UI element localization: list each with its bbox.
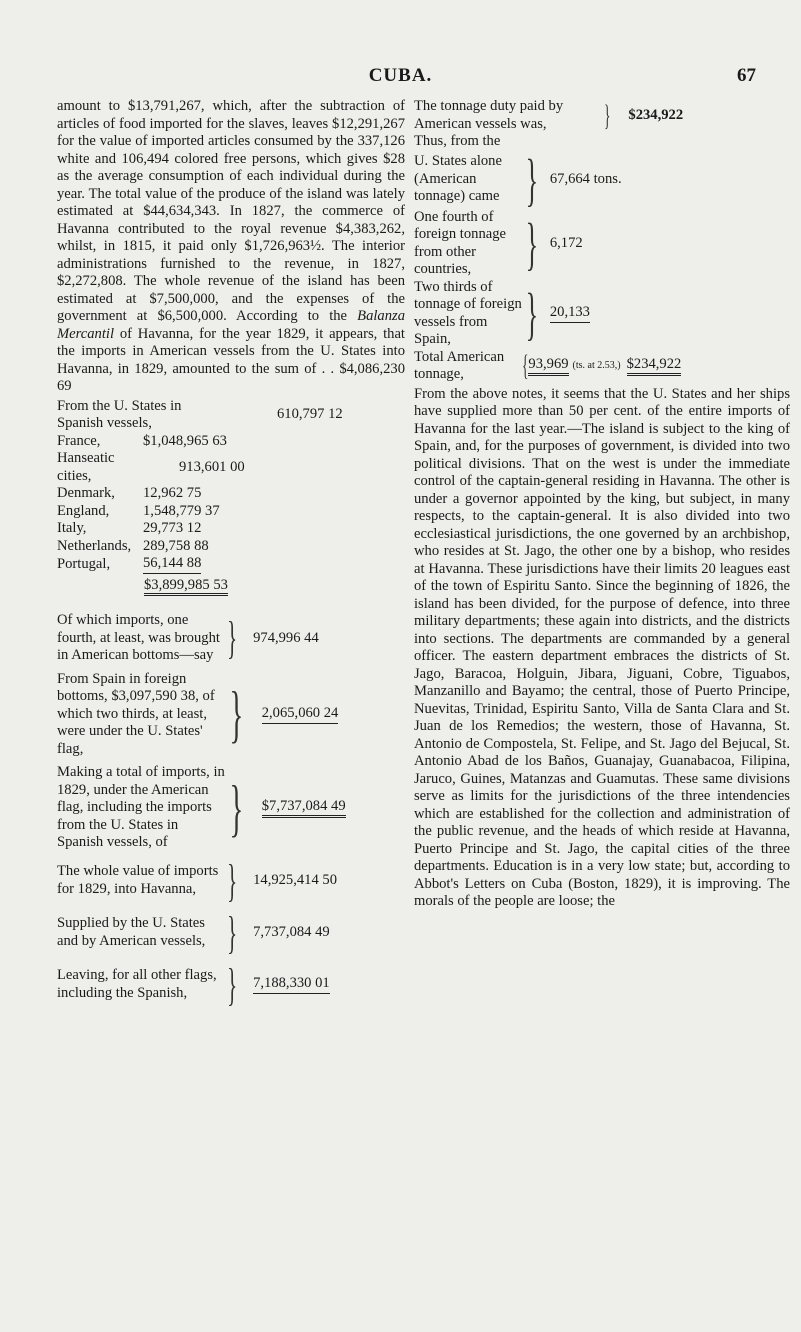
tonnage-value: 6,172 bbox=[549, 234, 583, 251]
summary-label: Of which imports, one fourth, at least, was brought in American bottoms—say bbox=[57, 612, 220, 663]
brace-icon: } bbox=[227, 854, 238, 906]
import-row bbox=[57, 485, 405, 503]
import-value: 12,962 75 bbox=[143, 485, 202, 501]
import-label: Portugal, bbox=[57, 555, 111, 572]
duty-row bbox=[414, 98, 790, 133]
page-number: 67 bbox=[737, 65, 756, 86]
tonnage-label: One fourth of foreign tonnage from other countries, bbox=[414, 208, 506, 277]
intro-text: amount to $13,791,267, which, after the subtraction of articles of food imported for the slaves, leaves $12,291,267 for the value of imported articles consumed by the 337,126 white and 106,494 colored free persons, which gives $28 as the average consumption of each individual during the year. The total value of the produce of the island was lately estimated at $44,634,343. In 1827, the commerce of Havanna contributed to the royal revenue $4,383,262, whilst, in 1815, it paid only $1,726,963½. The interior administrations furnished to the revenue, in 1827, $2,272,808. The whole revenue of the island has been estimated at $7,500,000, and the expenses of the government at $6,500,000. According to the bbox=[57, 98, 405, 324]
summary-value: 974,996 44 bbox=[253, 629, 319, 646]
summary-row bbox=[57, 671, 405, 759]
tonnage-value: 20,133 bbox=[550, 304, 590, 323]
summary-table bbox=[57, 612, 405, 1008]
summary-value: 2,065,060 24 bbox=[262, 705, 339, 724]
imports-total-value: $3,899,985 53 bbox=[144, 577, 228, 596]
brace-icon: { bbox=[521, 349, 529, 382]
tonnage-total-rate: (ts. at 2.53,) bbox=[572, 360, 621, 372]
summary-value: 14,925,414 50 bbox=[253, 871, 338, 888]
import-value: $1,048,965 63 bbox=[143, 432, 227, 449]
import-row bbox=[57, 398, 405, 433]
brace-icon: } bbox=[227, 906, 238, 958]
tonnage-label: Two thirds of tonnage of foreign vessels from Spain, bbox=[414, 278, 522, 347]
import-value: 610,797 12 bbox=[277, 406, 343, 423]
summary-label: The whole value of imports for 1829, into Havanna, bbox=[57, 863, 219, 897]
tonnage-total-value: 93,969 bbox=[528, 356, 568, 377]
import-value: 56,144 88 bbox=[143, 555, 201, 574]
import-label: Italy, bbox=[57, 520, 87, 536]
import-row bbox=[57, 450, 405, 485]
tonnage-total-duty: $234,922 bbox=[627, 356, 682, 377]
import-row bbox=[57, 555, 405, 574]
import-label: Netherlands, bbox=[57, 537, 132, 554]
import-value: 1,548,779 37 bbox=[143, 502, 220, 519]
tonnage-value: 67,664 tons. bbox=[549, 170, 622, 187]
import-value: 913,601 00 bbox=[179, 458, 245, 475]
imports-table bbox=[57, 398, 405, 574]
tonnage-total-label: Total American tonnage, bbox=[414, 348, 505, 382]
tonnage-row bbox=[414, 209, 790, 279]
tonnage-total-row bbox=[414, 349, 790, 384]
summary-row bbox=[57, 958, 405, 1010]
summary-value: $7,737,084 49 bbox=[262, 798, 346, 819]
brace-icon: } bbox=[229, 771, 244, 843]
body-paragraph: From the above notes, it seems that the U. States and her ships have supplied more than 50 per cent. of the entire imports of Havanna for the last year.—The island is subject to the king of Spain, and, for the purposes of government, is divided into two political divisions. That on the west is under the immediate control of the captain-general residing in Havanna. The other is under a governor appointed by the king, but subject, in many respects, to the captain-general. It is also divided into two ecclesiastical jurisdictions, the one governed by an archbishop, who resides at St. Jago, the other one by a bishop, who resides at Havanna. These jurisdictions have their limits 20 leagues east of the town of Espiritu Santo. Since the beginning of 1826, the island has been divided, for the purpose of defence, into three military departments; these again into districts, and the districts into sections. The departments are commanded by a general officer. The eastern department embraces the districts of St. Jago, Baracoa, Holguin, Jibara, Jiguani, Cobre, Tiguabos, Manzanillo and Bayamo; the central, those of Puerto Principe, Nuevitas, Trinidad, Espiritu Santo, Villa de Santa Clara and St. Juan de los Remedios; the western, those of Havanna, St. Antonio de Compostela, St. Felipe, and St. Jago del Bejucal, St. Antonio Abad de los Baños, Guanajay, Guanabacoa, Filipina, Jaruco, Guines, Matanzas and Guamutas. These same divisions serve as limits for the jurisdictions of the three intendencies which are established for the collection and administration of the public revenue, and the heads of which reside at Havanna, Puerto Principe and St. Jago, the capital cities of the three departments. Education is in a very low state; but, according to Abbot's Letters on Cuba (Boston, 1829), it is improving. The morals of the people are loose; the bbox=[414, 385, 790, 909]
brace-icon: } bbox=[603, 98, 611, 132]
tonnage-intro: Thus, from the bbox=[414, 133, 501, 149]
import-row bbox=[57, 433, 405, 451]
duty-label: The tonnage duty paid by American vessels was, bbox=[414, 98, 564, 132]
import-label: France, bbox=[57, 432, 101, 449]
import-row bbox=[57, 520, 405, 538]
duty-value: $234,922 bbox=[628, 106, 684, 123]
intro-text-end: of Havanna, for the year 1829, it appears, that the imports in American vessels from the U. States into Havanna, in 1829, amounted to the sum of . . $4,086,230 69 bbox=[57, 325, 405, 394]
import-label: Hanseatic cities, bbox=[57, 450, 115, 484]
running-title: CUBA. bbox=[368, 65, 433, 86]
summary-label: From Spain in foreign bottoms, $3,097,590 38, of which two thirds, at least, were under the U. States' flag, bbox=[57, 670, 215, 757]
brace-icon: } bbox=[525, 210, 539, 276]
import-row bbox=[57, 538, 405, 556]
brace-icon: } bbox=[227, 958, 238, 1010]
tonnage-row bbox=[414, 146, 790, 212]
import-label: England, bbox=[57, 502, 110, 519]
import-label: From the U. States in Spanish vessels, bbox=[57, 397, 182, 431]
left-column bbox=[57, 98, 405, 1014]
import-value: 289,758 88 bbox=[143, 537, 209, 554]
brace-icon: } bbox=[525, 146, 539, 212]
summary-row bbox=[57, 764, 405, 852]
import-label: Denmark, bbox=[57, 485, 115, 501]
tonnage-row bbox=[414, 279, 790, 349]
brace-icon: } bbox=[229, 678, 244, 750]
intro-italic-title: Balanza Mercantil bbox=[57, 308, 405, 342]
imports-total bbox=[144, 577, 405, 595]
summary-row bbox=[57, 906, 405, 958]
import-value: 29,773 12 bbox=[143, 520, 202, 536]
summary-row bbox=[57, 854, 405, 906]
summary-label: Leaving, for all other flags, including the Spanish, bbox=[57, 967, 217, 1001]
tonnage-table bbox=[414, 146, 790, 349]
import-row bbox=[57, 503, 405, 521]
summary-value: 7,737,084 49 bbox=[253, 923, 330, 940]
brace-icon: } bbox=[525, 280, 539, 346]
summary-row bbox=[57, 612, 405, 665]
summary-value: 7,188,330 01 bbox=[253, 975, 330, 994]
summary-label: Making a total of imports, in 1829, under the American flag, including the imports from the U. States in Spanish vessels, of bbox=[57, 764, 225, 850]
tonnage-label: U. States alone (American tonnage) came bbox=[414, 153, 502, 205]
summary-label: Supplied by the U. States and by American vessels, bbox=[57, 915, 206, 949]
right-column bbox=[414, 98, 790, 911]
intro-paragraph bbox=[57, 98, 405, 396]
brace-icon: } bbox=[227, 612, 238, 664]
